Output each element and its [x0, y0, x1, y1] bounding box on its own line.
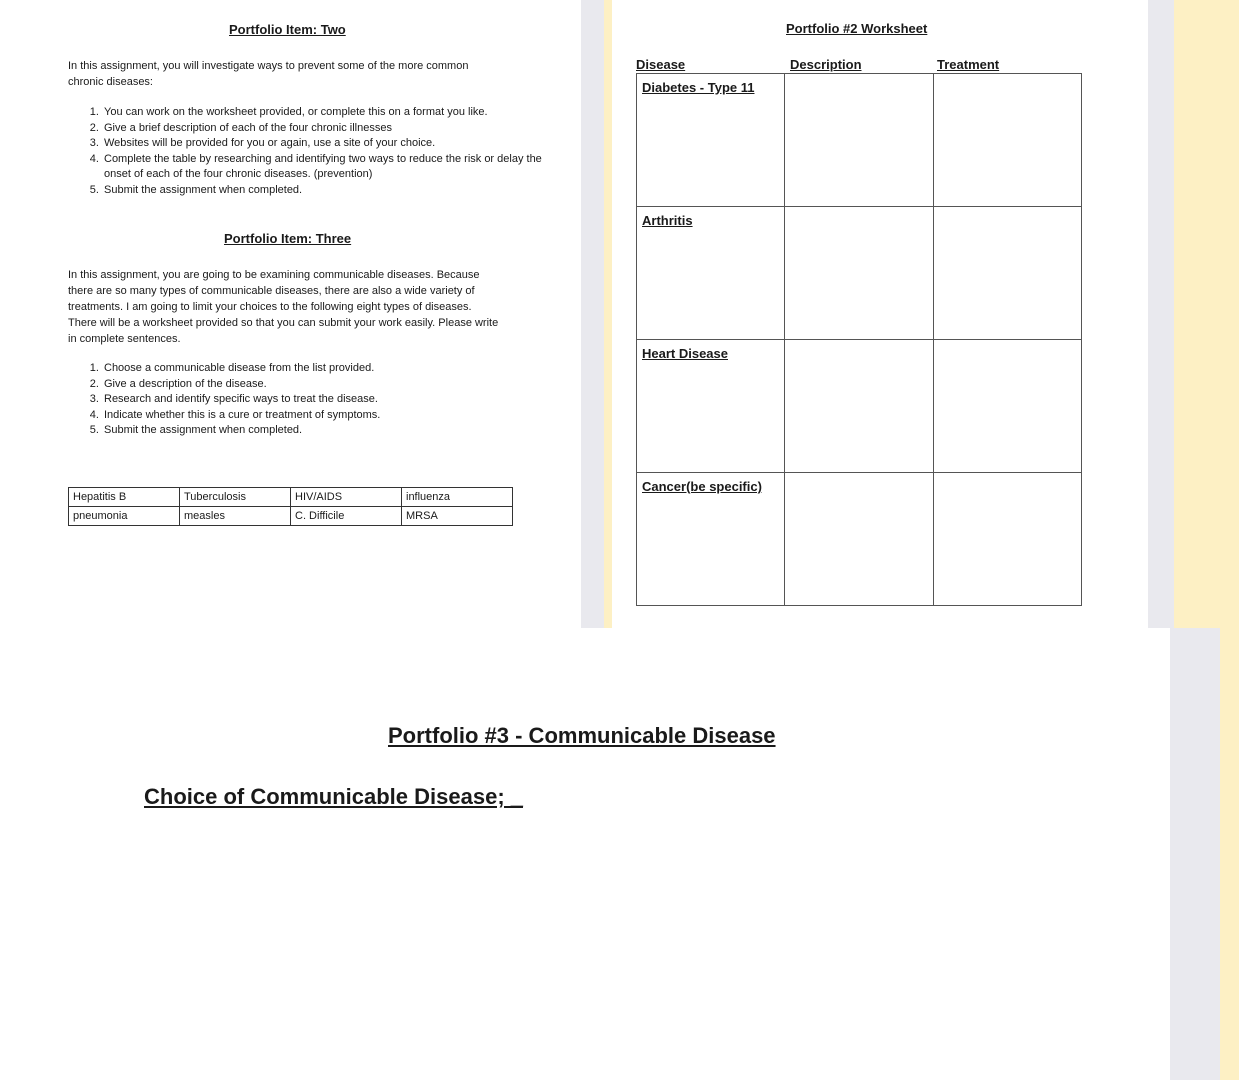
worksheet-page	[612, 0, 1148, 628]
description-cell[interactable]	[785, 340, 933, 473]
treatment-cell[interactable]	[933, 473, 1081, 606]
table-cell: measles	[180, 507, 291, 526]
item-two-title: Portfolio Item: Two	[229, 22, 346, 37]
list-item: 2. Give a description of the disease.	[102, 377, 542, 393]
table-cell: Tuberculosis	[180, 488, 291, 507]
item-two-intro: In this assignment, you will investigate ways to prevent some of the more common chronic diseases:	[68, 60, 469, 88]
treatment-cell[interactable]	[933, 340, 1081, 473]
table-cell: HIV/AIDS	[291, 488, 402, 507]
table-row	[637, 74, 1082, 207]
table-row	[637, 473, 1082, 606]
table-row	[637, 207, 1082, 340]
column-header-treatment: Treatment	[937, 57, 1000, 72]
disease-choices-table	[68, 487, 513, 526]
list-item: 2. Give a brief description of each of the four chronic illnesses	[102, 121, 542, 137]
page-gap	[1148, 0, 1174, 628]
treatment-cell[interactable]	[933, 207, 1081, 340]
list-item: 5. Submit the assignment when completed.	[102, 423, 542, 439]
list-item: 3. Research and identify specific ways to treat the disease.	[102, 392, 542, 408]
list-item: 4. Indicate whether this is a cure or treatment of symptoms.	[102, 408, 542, 424]
list-item: 5. Submit the assignment when completed.	[102, 183, 542, 199]
column-header-description: Description	[790, 57, 862, 72]
page-gap	[1170, 628, 1220, 1080]
list-item: 1. You can work on the worksheet provided, or complete this on a format you like.	[102, 105, 542, 121]
description-cell[interactable]	[785, 473, 933, 606]
table-cell: pneumonia	[69, 507, 180, 526]
treatment-cell[interactable]	[933, 74, 1081, 207]
disease-name-cell: Diabetes - Type 11	[637, 74, 785, 207]
description-cell[interactable]	[785, 207, 933, 340]
left-document-page	[0, 0, 581, 628]
description-cell[interactable]	[785, 74, 933, 207]
disease-name-cell: Arthritis	[637, 207, 785, 340]
list-item: 1. Choose a communicable disease from the list provided.	[102, 361, 542, 377]
table-cell: influenza	[402, 488, 513, 507]
item-three-intro: In this assignment, you are going to be examining communicable diseases. Because there are so many types of communicable diseases, there are also a wide variety of treatments. I am going to limit your choices to the following eight types of diseases. There will be a worksheet provided so that you can submit your work easily. Please write in complete sentences.	[68, 269, 499, 345]
page-divider-highlight	[604, 0, 612, 628]
table-row	[637, 340, 1082, 473]
item-three-steps	[68, 361, 542, 439]
table-cell: MRSA	[402, 507, 513, 526]
table-row	[69, 488, 513, 507]
portfolio-three-title: Portfolio #3 - Communicable Disease	[388, 723, 776, 748]
table-cell: C. Difficile	[291, 507, 402, 526]
worksheet-title: Portfolio #2 Worksheet	[786, 21, 928, 36]
table-row	[69, 507, 513, 526]
disease-name-cell: Cancer(be specific)	[637, 473, 785, 606]
column-header-disease: Disease	[636, 57, 686, 72]
list-item: 3. Websites will be provided for you or again, use a site of your choice.	[102, 136, 542, 152]
disease-name-cell: Heart Disease	[637, 340, 785, 473]
choice-of-disease-label: Choice of Communicable Disease; _	[144, 784, 523, 809]
item-three-title: Portfolio Item: Three	[224, 231, 352, 246]
item-two-steps	[68, 105, 542, 199]
list-item: 4. Complete the table by researching and identifying two ways to reduce the risk or delay the onset of each of the four chronic diseases. (prevention)	[102, 152, 542, 183]
worksheet-table	[636, 73, 1082, 606]
portfolio-three-page	[0, 628, 1170, 1080]
table-cell: Hepatitis B	[69, 488, 180, 507]
